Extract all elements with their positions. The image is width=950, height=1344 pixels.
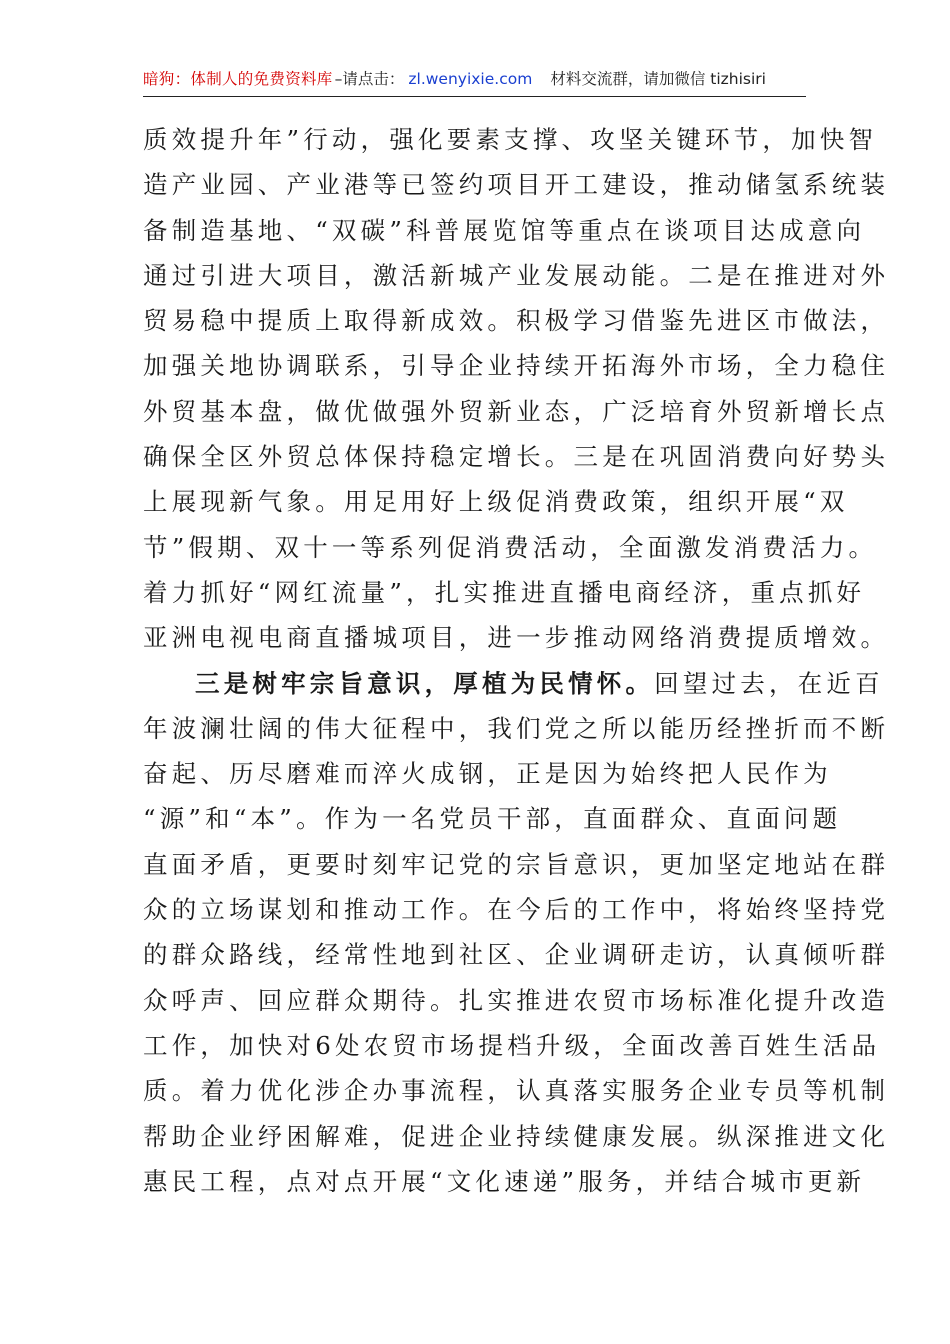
text-line: 通过引进大项目，激活新城产业发展动能。二是在推进对外 [143, 260, 890, 290]
text-line: 众呼声、回应群众期待。扎实推进农贸市场标准化提升改造 [143, 985, 890, 1015]
text-line: 备制造基地、“双碳”科普展览馆等重点在谈项目达成意向 [143, 215, 866, 245]
text-line: 帮助企业纾困解难，促进企业持续健康发展。纵深推进文化 [143, 1121, 890, 1151]
page-header [143, 66, 806, 97]
header-brand: 暗狗：体制人的免费资料库 [143, 70, 333, 88]
text-line: 直面矛盾，更要时刻牢记党的宗旨意识，更加坚定地站在群 [143, 849, 890, 879]
text-line: 加强关地协调联系，引导企业持续开拓海外市场，全力稳住 [143, 351, 890, 381]
text-line: 贸易稳中提质上取得新成效。积极学习借鉴先进区市做法， [143, 306, 890, 336]
text-line: 年波澜壮阔的伟大征程中，我们党之所以能历经挫折而不断 [143, 713, 890, 743]
text-line: 造产业园、产业港等已签约项目开工建设，推动储氢系统装 [143, 170, 890, 200]
text-line: 节”假期、双十一等系列促消费活动，全面激发消费活力。 [143, 532, 878, 562]
text-line: 工作，加快对6处农贸市场提档升级，全面改善百姓生活品 [143, 1030, 881, 1060]
body-text [143, 117, 890, 1204]
text-line: “源”和“本”。作为一名党员干部，直面群众、直面问题 [143, 804, 842, 834]
text-line: 的群众路线，经常性地到社区、企业调研走访，认真倾听群 [143, 940, 890, 970]
text-line: 惠民工程，点对点开展“文化速递”服务，并结合城市更新 [143, 1166, 866, 1196]
paragraph-first-line [143, 661, 884, 706]
text-line: 上展现新气象。用足用好上级促消费政策，组织开展“双 [143, 487, 849, 517]
text-line: 质效提升年”行动，强化要素支撑、攻坚关键环节，加快智 [143, 125, 878, 154]
paragraph-heading-rest: 回望过去，在近百 [654, 668, 884, 698]
paragraph-heading: 三是树牢宗旨意识，厚植为民情怀。 [195, 668, 655, 698]
text-line: 众的立场谋划和推动工作。在今后的工作中，将始终坚持党 [143, 895, 890, 925]
text-line: 奋起、历尽磨难而淬火成钢，正是因为始终把人民作为 [143, 759, 832, 789]
text-line: 亚洲电视电商直播城项目，进一步推动网络消费提质增效。 [143, 623, 890, 653]
text-line: 着力抓好“网红流量”，扎实推进直播电商经济，重点抓好 [143, 577, 866, 607]
text-line: 外贸基本盘，做优做强外贸新业态，广泛培育外贸新增长点 [143, 396, 890, 426]
header-contact: 材料交流群，请加微信 tizhisiri [550, 70, 766, 88]
text-line: 质。着力优化涉企办事流程，认真落实服务企业专员等机制 [143, 1076, 890, 1106]
header-link[interactable]: zl.wenyixie.com [408, 70, 533, 88]
header-prompt: –请点击： [334, 70, 405, 88]
text-line: 确保全区外贸总体保持稳定增长。三是在巩固消费向好势头 [143, 442, 890, 472]
